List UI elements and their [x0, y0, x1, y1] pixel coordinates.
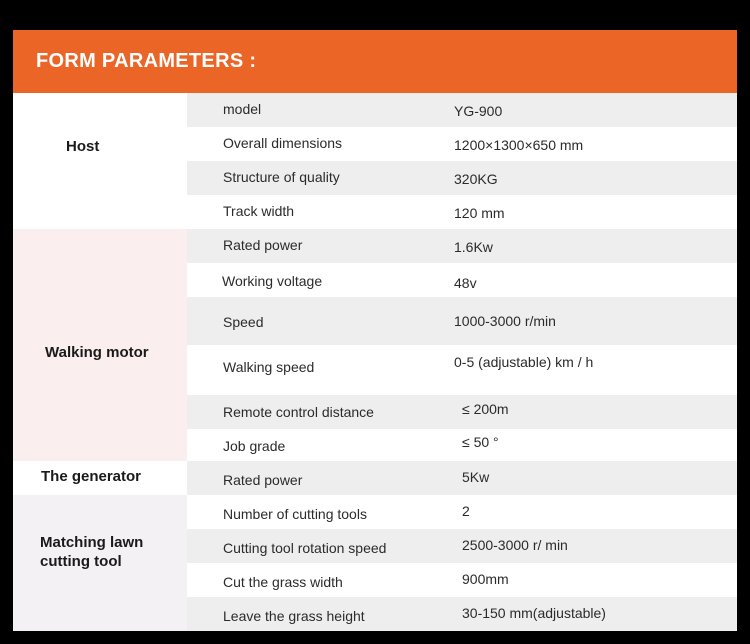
group-label: The generator [41, 468, 142, 485]
param-value: 2 [462, 503, 470, 519]
param-value: ≤ 200m [462, 401, 509, 417]
group-generator [13, 461, 187, 495]
table-row [187, 263, 737, 297]
param-name: Structure of quality [223, 169, 340, 185]
param-value: 0-5 (adjustable) km / h [454, 354, 594, 370]
table-row [187, 195, 737, 229]
param-name: model [223, 101, 262, 117]
table-row [187, 127, 737, 161]
group-label: Matching lawn cutting tool [40, 534, 144, 570]
table-row [187, 429, 737, 461]
table-row [187, 563, 737, 597]
table-row [187, 597, 737, 631]
header-bar [13, 30, 737, 93]
param-name: Track width [223, 203, 295, 219]
param-value: 320KG [454, 171, 498, 187]
group-host [13, 93, 187, 229]
param-name: Cut the grass width [223, 574, 343, 590]
param-value: 900mm [462, 571, 509, 587]
param-name: Cutting tool rotation speed [223, 540, 387, 556]
param-name: Working voltage [222, 273, 323, 289]
param-name: Overall dimensions [223, 135, 343, 151]
table-row [187, 495, 737, 529]
table-row [187, 297, 737, 345]
param-value: 5Kw [462, 469, 490, 485]
group-cutting-tool [13, 495, 187, 631]
param-name: Remote control distance [223, 404, 374, 420]
group-label: Host [66, 138, 100, 155]
param-value: 1200×1300×650 mm [454, 137, 584, 153]
table-row [187, 161, 737, 195]
param-name: Leave the grass height [223, 608, 365, 624]
page-title: FORM PARAMETERS : [36, 50, 257, 72]
param-value: 1.6Kw [454, 239, 493, 255]
table-row [187, 229, 737, 263]
param-value: 1000-3000 r/min [454, 313, 556, 329]
table-row [187, 93, 737, 127]
param-value: 30-150 mm(adjustable) [462, 605, 606, 621]
table-row [187, 529, 737, 563]
table-row [187, 461, 737, 495]
param-value: 48v [454, 275, 477, 291]
table-row [187, 345, 737, 395]
param-name: Speed [223, 314, 264, 330]
param-name: Walking speed [223, 359, 315, 375]
table-row [187, 395, 737, 429]
param-value: 120 mm [454, 205, 505, 221]
param-value: 2500-3000 r/ min [462, 537, 568, 553]
param-name: Number of cutting tools [223, 506, 367, 522]
param-name: Rated power [223, 472, 303, 488]
param-value: YG-900 [454, 103, 503, 119]
parameters-panel [13, 30, 737, 631]
group-walking-motor [13, 229, 187, 461]
param-name: Rated power [223, 237, 303, 253]
param-name: Job grade [223, 438, 286, 454]
group-label: Walking motor [45, 344, 149, 361]
param-value: ≤ 50 ° [462, 434, 499, 450]
